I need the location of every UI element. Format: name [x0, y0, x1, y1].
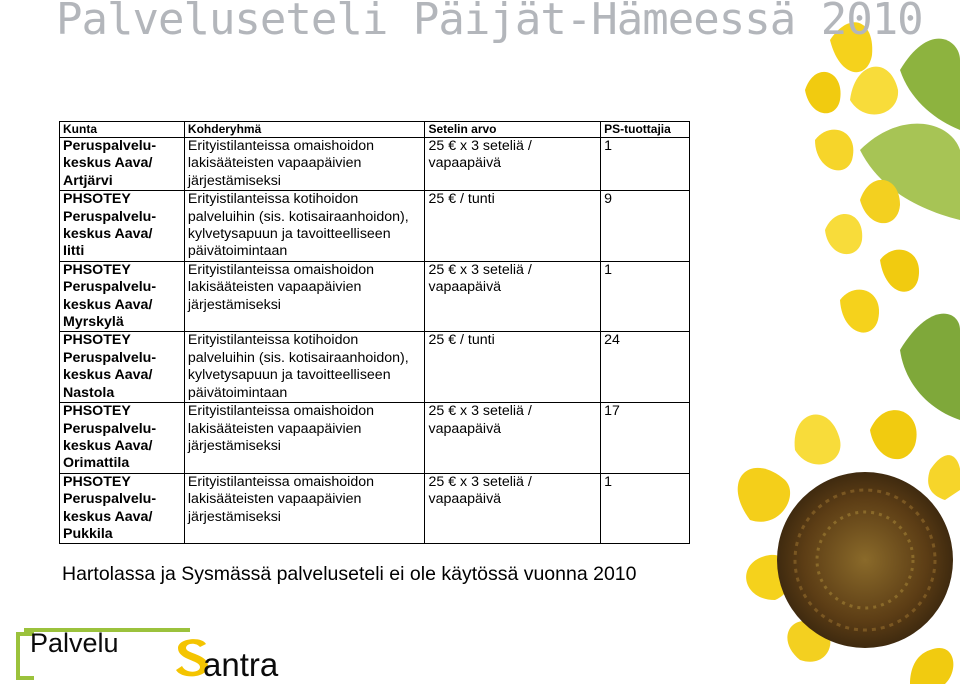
column-header-setelin-arvo: Setelin arvo	[425, 122, 601, 138]
cell-kohderyhma: Erityistilanteissa kotihoidon palveluihin (sis. kotisairaanhoidon), kylvetysapuun ja tavoitteelliseen päivätoimintaan	[184, 332, 425, 403]
table-row	[60, 332, 690, 403]
logo-text-antra: antra	[203, 646, 279, 683]
cell-kunta: PHSOTEY Peruspalvelu- keskus Aava/ Pukkila	[60, 473, 185, 544]
footnote-text: Hartolassa ja Sysmässä palveluseteli ei ole käytössä vuonna 2010	[62, 563, 637, 585]
cell-setelin-arvo: 25 € x 3 seteliä / vapaapäivä	[425, 473, 601, 544]
cell-ps-tuottajia: 1	[601, 261, 690, 332]
cell-setelin-arvo: 25 € x 3 seteliä / vapaapäivä	[425, 403, 601, 474]
column-header-kohderyhma: Kohderyhmä	[184, 122, 425, 138]
column-header-kunta: Kunta	[60, 122, 185, 138]
table-header-row	[60, 122, 690, 138]
cell-kohderyhma: Erityistilanteissa omaishoidon lakisääteisten vapaapäivien järjestämiseksi	[184, 138, 425, 191]
column-header-ps-tuottajia: PS-tuottajia	[601, 122, 690, 138]
cell-kohderyhma: Erityistilanteissa omaishoidon lakisääteisten vapaapäivien järjestämiseksi	[184, 261, 425, 332]
cell-ps-tuottajia: 24	[601, 332, 690, 403]
cell-kunta: Peruspalvelu- keskus Aava/ Artjärvi	[60, 138, 185, 191]
cell-ps-tuottajia: 1	[601, 473, 690, 544]
cell-ps-tuottajia: 9	[601, 191, 690, 262]
cell-kunta: PHSOTEY Peruspalvelu- keskus Aava/ Orimattila	[60, 403, 185, 474]
logo-text-palvelu: Palvelu	[30, 628, 119, 658]
table-row	[60, 473, 690, 544]
cell-kunta: PHSOTEY Peruspalvelu- keskus Aava/ Iitti	[60, 191, 185, 262]
cell-kunta: PHSOTEY Peruspalvelu- keskus Aava/ Nastola	[60, 332, 185, 403]
slide-title: Palveluseteli Päijät-Hämeessä 2010	[56, 0, 923, 45]
cell-setelin-arvo: 25 € / tunti	[425, 332, 601, 403]
cell-kohderyhma: Erityistilanteissa omaishoidon lakisääteisten vapaapäivien järjestämiseksi	[184, 403, 425, 474]
cell-ps-tuottajia: 17	[601, 403, 690, 474]
table-row	[60, 261, 690, 332]
table-row	[60, 138, 690, 191]
cell-ps-tuottajia: 1	[601, 138, 690, 191]
table-row	[60, 403, 690, 474]
cell-setelin-arvo: 25 € / tunti	[425, 191, 601, 262]
table-row	[60, 191, 690, 262]
cell-kunta: PHSOTEY Peruspalvelu- keskus Aava/ Myrskylä	[60, 261, 185, 332]
cell-setelin-arvo: 25 € x 3 seteliä / vapaapäivä	[425, 138, 601, 191]
palvelusantra-logo	[10, 628, 340, 684]
cell-setelin-arvo: 25 € x 3 seteliä / vapaapäivä	[425, 261, 601, 332]
service-voucher-table	[59, 121, 690, 544]
cell-kohderyhma: Erityistilanteissa omaishoidon lakisääteisten vapaapäivien järjestämiseksi	[184, 473, 425, 544]
cell-kohderyhma: Erityistilanteissa kotihoidon palveluihin (sis. kotisairaanhoidon), kylvetysapuun ja tavoitteelliseen päivätoimintaan	[184, 191, 425, 262]
